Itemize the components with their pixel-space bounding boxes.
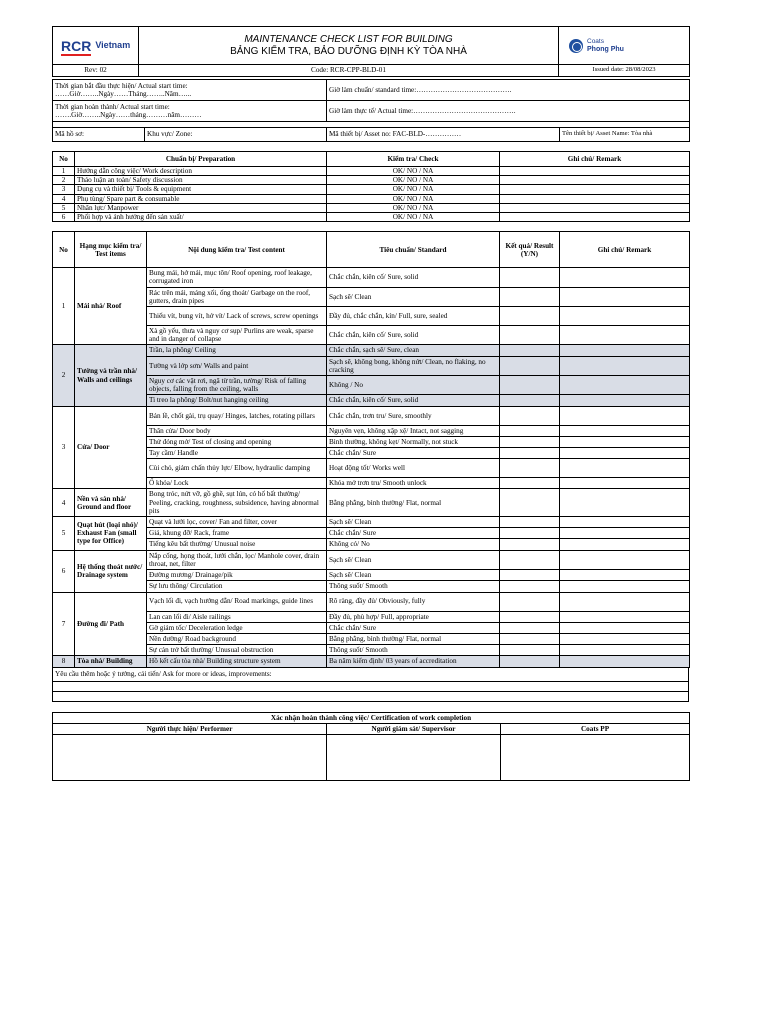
standard: Sạch sẽ/ Clean [327,517,500,528]
table-row [53,307,690,326]
standard: Chắc chắn/ Sure [327,528,500,539]
table-row [53,622,690,633]
standard: Chắc chắn, kiên cố/ Sure, solid [327,268,500,287]
test-item: Quạt hút (loại nhỏ)/ Exhaust Fan (small type for Office) [75,517,147,551]
standard: Đầy đủ, chắc chắn, kín/ Full, sure, sealed [327,307,500,326]
coats-logo-line2: Phong Phu [587,45,624,53]
test-content: Trần, la phông/ Ceiling [147,345,327,356]
result-cell[interactable] [500,376,560,395]
coats-logo-line1: Coats [587,38,604,45]
result-cell[interactable] [500,287,560,306]
remark-cell[interactable] [560,517,690,528]
document-title [139,27,559,65]
result-cell[interactable] [500,656,560,667]
table-row [53,656,690,667]
inspection-rows [53,268,690,667]
asset-name-field[interactable]: Tên thiết bị/ Asset Name: Tòa nhà [560,128,690,142]
standard: Bằng phẳng, bình thường/ Flat, normal [327,489,500,517]
table-row [53,395,690,406]
table-row [53,326,690,345]
standard: Chắc chắn/ Sure [327,622,500,633]
remark-cell[interactable] [560,326,690,345]
test-item: Đường đi/ Path [75,592,147,656]
test-content: Sự lưu thông/ Circulation [147,581,327,592]
prep-row [53,176,690,185]
test-item: Nền và sàn nhà/ Ground and floor [75,489,147,517]
supervisor-signature[interactable] [327,735,501,781]
asset-number-field[interactable]: Mã thiết bị/ Asset no: FAC-BLD-…………… [327,128,560,142]
finish-time-field[interactable] [53,101,327,122]
test-item: Hệ thống thoát nước/ Drainage system [75,550,147,592]
test-content: Thiếu vít, bung vít, hở vít/ Lack of screws, screw openings [147,307,327,326]
remark-cell[interactable] [560,268,690,287]
standard: Thông suốt/ Smooth [327,581,500,592]
item-number: 2 [53,345,75,406]
standard: Chắc chắn, kiên cố/ Sure, solid [327,326,500,345]
prep-remark[interactable] [500,203,690,212]
table-row [53,517,690,528]
remark-cell[interactable] [560,656,690,667]
test-content: Cùi chỏ, giảm chấn thủy lực/ Elbow, hydraulic damping [147,459,327,478]
remark-cell[interactable] [560,581,690,592]
rcr-logo-text: Vietnam [95,40,131,51]
table-row [53,448,690,459]
test-content: Thân cửa/ Door body [147,425,327,436]
remark-cell[interactable] [560,570,690,581]
test-content: Đường mương/ Drainage/pik [147,570,327,581]
result-cell[interactable] [500,570,560,581]
result-cell[interactable] [500,528,560,539]
prep-text: Dụng cụ và thiết bị/ Tools & equipment [75,185,327,194]
table-row [53,489,690,517]
preparation-table [52,151,690,222]
test-content: Quạt và lưới lọc, cover/ Fan and filter, cover [147,517,327,528]
table-row [53,459,690,478]
standard-time-field[interactable]: Giờ làm chuẩn/ standard time:…………………………………. [327,80,690,101]
improvements-line-2[interactable] [53,692,689,702]
table-row [53,287,690,306]
table-row [53,539,690,550]
prep-header-check: Kiểm tra/ Check [327,152,500,167]
standard: Sạch sẽ, không bong, không nứt/ Clean, no flaking, no cracking [327,356,500,375]
test-content: Nền đường/ Road background [147,633,327,644]
header-standard: Tiêu chuẩn/ Standard [327,232,500,268]
remark-cell[interactable] [560,287,690,306]
test-content: Bung mái, hở mái, mục tôn/ Roof opening, roof leakage, corrugated iron [147,268,327,287]
table-row [53,268,690,287]
prep-row [53,185,690,194]
prep-no: 6 [53,213,75,222]
prep-remark[interactable] [500,176,690,185]
item-number: 5 [53,517,75,551]
test-item: Cửa/ Door [75,406,147,489]
table-row [53,611,690,622]
standard: Sạch sẽ/ Clean [327,287,500,306]
remark-cell[interactable] [560,489,690,517]
table-row [53,570,690,581]
table-row [53,376,690,395]
result-cell[interactable] [500,517,560,528]
prep-check[interactable]: OK/ NO / NA [327,213,500,222]
test-content: Giá, khung đỡ/ Rack, frame [147,528,327,539]
title-vietnamese: BẢNG KIỂM TRA, BẢO DƯỠNG ĐỊNH KỲ TÒA NHÀ [230,45,467,57]
test-content: Nguy cơ các vật rơi, ngã từ trần, tường/ Risk of falling objects, falling from the ceiling, walls [147,376,327,395]
prep-check[interactable]: OK/ NO / NA [327,194,500,203]
item-number: 6 [53,550,75,592]
standard: Chắc chắn/ Sure [327,448,500,459]
table-row [53,592,690,611]
finish-time-value: …….Giờ……..Ngày……tháng………năm……… [55,111,202,119]
item-number: 4 [53,489,75,517]
table-row [53,528,690,539]
remark-cell[interactable] [560,550,690,569]
prep-check[interactable]: OK/ NO / NA [327,185,500,194]
prep-text: Hướng dẫn công việc/ Work description [75,167,327,176]
supervisor-label: Người giám sát/ Supervisor [327,724,501,735]
coats-label: Coats PP [501,724,690,735]
rcr-logo [53,27,139,65]
table-row [53,478,690,489]
preparation-rows [53,167,690,222]
table-row [53,581,690,592]
test-content: Hồ kết cấu tòa nhà/ Building structure system [147,656,327,667]
test-content: Ổ khóa/ Lock [147,478,327,489]
standard: Sạch sẽ/ Clean [327,570,500,581]
start-time-field[interactable] [53,80,327,101]
standard: Sạch sẽ/ Clean [327,550,500,569]
table-row [53,633,690,644]
test-content: Thử đóng mở/ Test of closing and opening [147,436,327,447]
result-cell[interactable] [500,326,560,345]
remark-cell[interactable] [560,478,690,489]
remark-cell[interactable] [560,528,690,539]
header-no: No [53,232,75,268]
standard: Rõ ràng, đầy đủ/ Obviously, fully [327,592,500,611]
remark-cell[interactable] [560,376,690,395]
result-cell[interactable] [500,489,560,517]
result-cell[interactable] [500,345,560,356]
item-number: 3 [53,406,75,489]
remark-cell[interactable] [560,611,690,622]
table-row [53,406,690,425]
prep-check[interactable]: OK/ NO / NA [327,203,500,212]
table-row [53,436,690,447]
test-item: Tường và trần nhà/ Walls and ceilings [75,345,147,406]
test-content: Tường và lớp sơn/ Walls and paint [147,356,327,375]
result-cell[interactable] [500,645,560,656]
standard: Đầy đủ, phù hợp/ Full, appropriate [327,611,500,622]
prep-row [53,167,690,176]
rcr-logo-mark: RCR [61,37,92,54]
standard: Bình thường, không kẹt/ Normally, not stuck [327,436,500,447]
remark-cell[interactable] [560,345,690,356]
test-content: Bong tróc, nứt vỡ, gồ ghề, sụt lún, có hố bất thường/ Peeling, cracking, roughness, subsidence, having abnormal pits [147,489,327,517]
table-row [53,425,690,436]
test-content: Ti treo la phông/ Bolt/nut hanging ceiling [147,395,327,406]
result-cell[interactable] [500,550,560,569]
improvements-table [52,668,689,703]
table-row [53,645,690,656]
prep-row [53,194,690,203]
standard: Không có/ No [327,539,500,550]
test-item: Tòa nhà/ Building [75,656,147,667]
prep-no: 3 [53,185,75,194]
remark-cell[interactable] [560,307,690,326]
standard: Chắc chắn, sạch sẽ/ Sure, clean [327,345,500,356]
actual-time-field[interactable]: Giờ làm thực tế/ Actual time:……………………………………. [327,101,690,122]
result-cell[interactable] [500,268,560,287]
issued-date: Issued date: 28/08/2023 [559,65,690,77]
test-content: Tay cầm/ Handle [147,448,327,459]
prep-no: 4 [53,194,75,203]
header-table [52,26,690,77]
result-cell[interactable] [500,459,560,478]
remark-cell[interactable] [560,645,690,656]
prep-remark[interactable] [500,194,690,203]
table-row [53,356,690,375]
prep-check[interactable]: OK/ NO / NA [327,176,500,185]
test-content: Xà gồ yếu, thưa và nguy cơ sụp/ Purlins are weak, sparse and in danger of collapse [147,326,327,345]
remark-cell[interactable] [560,395,690,406]
certification-table [52,712,690,781]
document-code: Code: RCR-CPP-BLD-01 [139,65,559,77]
standard: Chắc chắn, kiên cố/ Sure, solid [327,395,500,406]
result-cell[interactable] [500,307,560,326]
prep-header-no: No [53,152,75,167]
remark-cell[interactable] [560,459,690,478]
standard: Chắc chắn, trơn tru/ Sure, smoothly [327,406,500,425]
remark-cell[interactable] [560,592,690,611]
result-cell[interactable] [500,592,560,611]
prep-no: 2 [53,176,75,185]
prep-remark[interactable] [500,185,690,194]
prep-check[interactable]: OK/ NO / NA [327,167,500,176]
test-content: Bản lề, chốt gài, trụ quay/ Hinges, latches, rotating pillars [147,406,327,425]
prep-remark[interactable] [500,213,690,222]
prep-row [53,203,690,212]
header-result: Kết quả/ Result (Y/N) [500,232,560,268]
remark-cell[interactable] [560,622,690,633]
result-cell[interactable] [500,436,560,447]
table-row [53,550,690,569]
result-cell[interactable] [500,622,560,633]
item-number: 1 [53,268,75,345]
standard: Không / No [327,376,500,395]
profile-number-field[interactable]: Mã hồ sơ: [53,128,145,142]
table-row [53,345,690,356]
standard: Bằng phẳng, bình thường/ Flat, normal [327,633,500,644]
test-content: Sự cản trở bất thường/ Unusual obstruction [147,645,327,656]
result-cell[interactable] [500,406,560,425]
test-content: Tiếng kêu bất thường/ Unusual noise [147,539,327,550]
result-cell[interactable] [500,395,560,406]
result-cell[interactable] [500,448,560,459]
result-cell[interactable] [500,611,560,622]
test-content: Lan can lối đi/ Aisle railings [147,611,327,622]
coats-signature[interactable] [501,735,690,781]
start-time-label: Thời gian bắt đầu thực hiện/ Actual start time: [55,81,188,90]
info-table [52,79,690,142]
item-number: 7 [53,592,75,656]
standard: Ba năm kiểm định/ 03 years of accreditation [327,656,500,667]
item-number: 8 [53,656,75,667]
remark-cell[interactable] [560,633,690,644]
standard: Khóa mở trơn tru/ Smooth unlock [327,478,500,489]
prep-no: 5 [53,203,75,212]
result-cell[interactable] [500,581,560,592]
remark-cell[interactable] [560,539,690,550]
prep-header-remark: Ghi chú/ Remark [500,152,690,167]
start-time-value: ……Giờ……..Ngày……Tháng……..Năm…... [55,90,192,98]
improvements-label: Yêu cầu thêm hoặc ý tưởng, cải tiến/ Ask for more or ideas, improvements: [53,668,689,682]
test-item: Mái nhà/ Roof [75,268,147,345]
prep-text: Nhân lực/ Manpower [75,203,327,212]
remark-cell[interactable] [560,406,690,425]
coats-logo [559,27,690,65]
result-cell[interactable] [500,478,560,489]
header-test-items: Hạng mục kiểm tra/ Test items [75,232,147,268]
prep-text: Phối hợp và ảnh hưởng đến sản xuất/ [75,213,327,222]
zone-field[interactable]: Khu vực/ Zone: [145,128,327,142]
performer-label: Người thực hiện/ Performer [53,724,327,735]
test-content: Nắp cống, họng thoát, lưới chắn, lọc/ Manhole cover, drain throat, net, filter [147,550,327,569]
finish-time-label: Thời gian hoàn thành/ Actual start time: [55,102,170,111]
remark-cell[interactable] [560,425,690,436]
header-test-content: Nội dung kiểm tra/ Test content [147,232,327,268]
prep-remark[interactable] [500,167,690,176]
result-cell[interactable] [500,356,560,375]
revision: Rev: 02 [53,65,139,77]
standard: Hoạt động tốt/ Works well [327,459,500,478]
prep-header-preparation: Chuẩn bị/ Preparation [75,152,327,167]
result-cell[interactable] [500,539,560,550]
coats-logo-icon [569,39,583,53]
header-remark: Ghi chú/ Remark [560,232,690,268]
standard: Nguyên vẹn, không xập xệ/ Intact, not sagging [327,425,500,436]
test-content: Rác trên mái, máng xối, ống thoát/ Garbage on the roof, gutters, drain pipes [147,287,327,306]
checklist-sheet [52,26,689,781]
prep-no: 1 [53,167,75,176]
test-content: Gờ giảm tốc/ Deceleration ledge [147,622,327,633]
result-cell[interactable] [500,425,560,436]
remark-cell[interactable] [560,436,690,447]
prep-row [53,213,690,222]
certification-title: Xác nhận hoàn thành công việc/ Certification of work completion [53,713,690,724]
prep-text: Phụ tùng/ Spare part & consumable [75,194,327,203]
inspection-table [52,231,690,667]
improvements-line-1[interactable] [53,682,689,692]
result-cell[interactable] [500,633,560,644]
test-content: Vạch lối đi, vạch hướng dẫn/ Road markings, guide lines [147,592,327,611]
remark-cell[interactable] [560,356,690,375]
performer-signature[interactable] [53,735,327,781]
title-english: MAINTENANCE CHECK LIST FOR BUILDING [244,33,453,45]
standard: Thông suốt/ Smooth [327,645,500,656]
prep-text: Thảo luận an toàn/ Safety discussion [75,176,327,185]
remark-cell[interactable] [560,448,690,459]
